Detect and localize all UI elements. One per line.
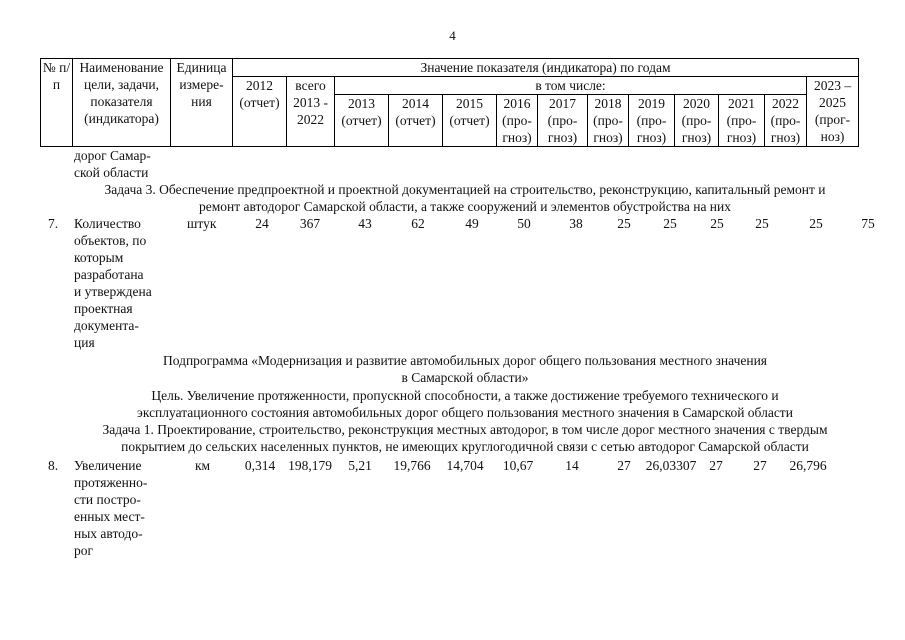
col-values-header: Значение показателя (индикатора) по годам xyxy=(233,59,859,77)
year-header: 2016 (про-гноз) xyxy=(497,95,538,147)
col-name-header: Наименование цели, задачи, показателя (индикатора) xyxy=(73,59,171,147)
year-header: 2022 (про-гноз) xyxy=(765,95,807,147)
row-7-value: 25 xyxy=(755,216,769,231)
subprogram-heading: Подпрограмма «Модернизация и развитие автомобильных дорог общего пользования местного значения в Самарской области» xyxy=(162,353,768,385)
row-7-value: 25 xyxy=(617,216,631,231)
row-8-value: 26,03307 xyxy=(645,458,697,473)
row-7-unit: штук xyxy=(187,216,217,231)
row-8-number: 8. xyxy=(48,458,59,473)
col-including-header: в том числе: xyxy=(335,77,807,95)
year-header: 2014 (отчет) xyxy=(389,95,443,147)
row-8-name: Увеличение протяженно- сти постро- енных мест- ных автодо- рог xyxy=(74,458,148,558)
page-number: 4 xyxy=(449,28,456,43)
previous-row-continuation xyxy=(74,147,151,181)
row-8-value: 14 xyxy=(565,458,579,473)
row-7-number: 7. xyxy=(48,216,59,231)
col-2023-2025-header: 2023 – 2025 (прог-ноз) xyxy=(807,77,859,147)
row-8-value: 14,704 xyxy=(446,458,484,473)
row-7-value: 43 xyxy=(358,216,372,231)
col-2012-header: 2012 (отчет) xyxy=(233,77,287,147)
row-7-value: 49 xyxy=(465,216,479,231)
goal-heading: Цель. Увеличение протяженности, пропускной способности, а также достижение требуемого технического и эксплуатационного состояния автомобильных дорог общего пользования местного значения в Самарской области xyxy=(137,388,793,420)
row-8-value: 26,796 xyxy=(789,458,827,473)
row-8-value: 27 xyxy=(753,458,767,473)
col-number-header: № п/п xyxy=(41,59,73,147)
row-8-value: 198,179 xyxy=(288,458,332,473)
row-7-name: Количество объектов, по которым разработана и утверждена проектная документа- ция xyxy=(74,216,152,350)
row-7-value: 25 xyxy=(663,216,677,231)
row-8-value: 27 xyxy=(617,458,631,473)
row-7-value: 24 xyxy=(255,216,269,231)
row-7-value: 50 xyxy=(517,216,531,231)
year-header: 2021 (про-гноз) xyxy=(719,95,765,147)
year-header: 2019 (про-гноз) xyxy=(629,95,675,147)
task-1-heading: Задача 1. Проектирование, строительство, реконструкция местных автодорог, в том числе дорог местного значения с твердым покрытием до сельских населенных пунктов, не имеющих круглогодичной связи с сетью автодорог Самарской области xyxy=(102,422,828,454)
year-header: 2017 (про-гноз) xyxy=(538,95,588,147)
row-7-value: 38 xyxy=(569,216,583,231)
row-7-value: 367 xyxy=(299,216,321,231)
col-total-header: всего 2013 - 2022 xyxy=(287,77,335,147)
continuation-line: ской области xyxy=(74,165,149,180)
row-7-value: 62 xyxy=(411,216,425,231)
row-8-value: 10,67 xyxy=(502,458,534,473)
row-8-value: 19,766 xyxy=(393,458,431,473)
task-3-heading xyxy=(40,181,890,215)
year-header: 2015 (отчет) xyxy=(443,95,497,147)
task-3-line: Задача 3. Обеспечение предпроектной и проектной документацией на строительство, реконструкцию, капитальный ремонт и xyxy=(104,182,826,197)
row-7-value: 25 xyxy=(710,216,724,231)
indicator-table-header xyxy=(40,58,859,147)
row-7-value: 25 xyxy=(809,216,823,231)
row-8-value: 5,21 xyxy=(348,458,372,473)
continuation-line: дорог Самар- xyxy=(74,148,151,163)
col-unit-header: Единица измере-ния xyxy=(171,59,233,147)
row-8-value: 27 xyxy=(709,458,723,473)
row-8-unit: км xyxy=(195,458,211,473)
row-7-value: 75 xyxy=(861,216,875,231)
row-8-value: 0,314 xyxy=(244,458,276,473)
year-header: 2013 (отчет) xyxy=(335,95,389,147)
task-3-line: ремонт автодорог Самарской области, а также сооружений и элементов обустройства на них xyxy=(198,199,732,214)
year-header: 2020 (про-гноз) xyxy=(675,95,719,147)
year-header: 2018 (про-гноз) xyxy=(588,95,629,147)
